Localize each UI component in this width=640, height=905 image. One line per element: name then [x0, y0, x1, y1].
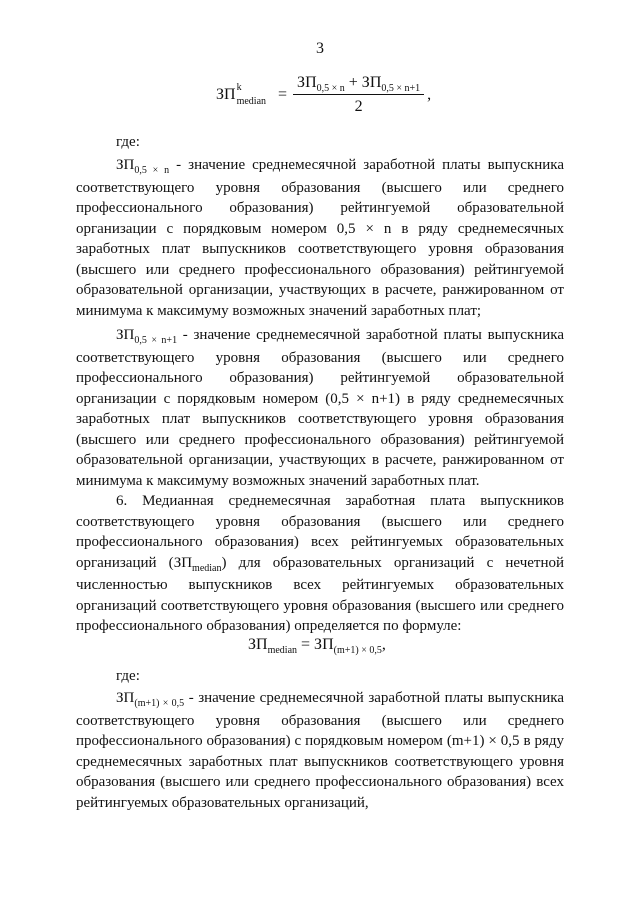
- para6-symbol: [173, 554, 222, 574]
- formula-lhs-base: ЗП: [216, 86, 236, 103]
- formula2-rhs-sub: (m+1) × 0,5: [333, 645, 382, 656]
- def1-symbol: [116, 157, 170, 176]
- def1-symbol-sub: 0,5 × n: [134, 165, 170, 176]
- def2-symbol: [116, 327, 178, 346]
- def1-symbol-base: ЗП: [116, 157, 135, 173]
- formula2-equals: =: [301, 636, 311, 653]
- definition-zp-05n: [76, 155, 564, 321]
- formula-fraction: [293, 74, 424, 116]
- formula2-rhs-base: ЗП: [314, 636, 334, 653]
- formula2-lhs-sub: median: [267, 645, 298, 656]
- def3-symbol-base: ЗП: [116, 690, 135, 706]
- formula-lhs-scripts: [237, 83, 266, 107]
- para6-symbol-sub: median: [192, 562, 222, 574]
- num-term2-sub: 0,5 × n+1: [381, 83, 421, 94]
- formula-median: [248, 636, 386, 654]
- para6-symbol-base: ЗП: [173, 554, 193, 571]
- where-label-2: где:: [116, 668, 140, 684]
- def2-text: - значение среднемесячной заработной платы выпускника соответствующего уровня образования (высшего или среднего профессионального образования) рейтингуемой образовательной организации с порядковым номером (0,5 × n+1) в ряду среднемесячных заработных плат выпускников соответствующего уровня образования (высшего или среднего профессионального образования) рейтингуемой образовательной организации, участвующих в расчете, ранжированном от минимума к максимуму возможных значений заработных плат.: [76, 327, 565, 489]
- where-label-1: где:: [116, 134, 140, 150]
- definitions-block-2: [76, 688, 564, 813]
- formula-equals: =: [278, 86, 288, 103]
- formula2-lhs-base: ЗП: [248, 636, 268, 653]
- num-plus: +: [348, 74, 358, 91]
- paragraph-6: [76, 491, 564, 637]
- def3-text: - значение среднемесячной заработной платы выпускника соответствующего уровня образования (высшего или среднего профессионального образования) с порядковым номером (m+1) × 0,5 в ряду среднемесячных заработных плат выпускников соответствующего уровня образования (высшего или среднего профессионального образования) всех рейтингуемых образовательных организаций,: [76, 690, 565, 811]
- definition-zp-m1: [76, 688, 564, 813]
- formula-numerator: [293, 74, 424, 94]
- definition-zp-05n1: [76, 325, 564, 491]
- formula-median-k: [216, 74, 431, 116]
- def3-symbol-sub: (m+1) × 0,5: [134, 698, 185, 709]
- def3-symbol: [116, 690, 185, 709]
- num-term1-base: ЗП: [297, 74, 317, 91]
- para6-part1: 6. Медианная среднемесячная заработная плата выпускников соответствующего уровня образования (высшего или среднего профессионального образования) всех рейтингуемых образовательных организаций (: [76, 493, 564, 571]
- definitions-block-1: [76, 155, 564, 637]
- page-number: 3: [316, 40, 324, 57]
- formula-comma: ,: [427, 86, 432, 103]
- formula2-comma: ,: [381, 636, 386, 653]
- num-term2-base: ЗП: [361, 74, 382, 91]
- formula-lhs-sup: k: [236, 82, 242, 93]
- def2-symbol-base: ЗП: [116, 327, 135, 343]
- def1-text: - значение среднемесячной заработной платы выпускника соответствующего уровня образования (высшего или среднего профессионального образования) рейтингуемой образовательной организации с порядковым номером 0,5 × n в ряду среднемесячных заработных плат выпускников соответствующего уровня образования (высшего или среднего профессионального образования) рейтингуемой образовательной организации, участвующих в расчете, ранжированном от минимума к максимуму возможных значений заработных плат;: [76, 157, 565, 319]
- def2-symbol-sub: 0,5 × n+1: [134, 335, 178, 346]
- formula-denominator: 2: [354, 98, 363, 115]
- num-term1-sub: 0,5 × n: [316, 83, 345, 94]
- formula-lhs: [216, 83, 266, 107]
- formula-lhs-sub: median: [236, 96, 267, 107]
- para6-part2: ) для образовательных организаций с нечетной численностью выпускников всех рейтингуемых образовательных организаций соответствующего уровня образования (высшего или среднего профессионального образования) определяется по формуле:: [76, 554, 565, 634]
